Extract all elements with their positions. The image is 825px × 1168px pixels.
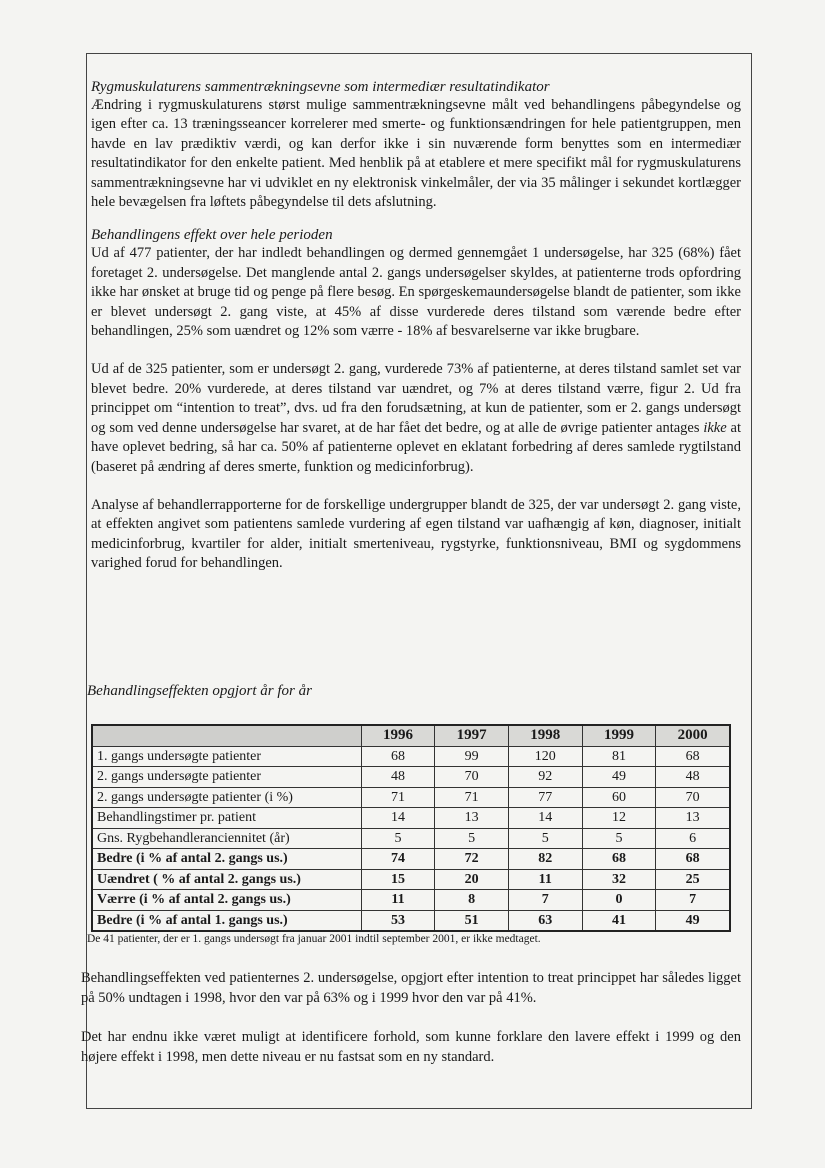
table-cell: 0 [582,890,656,911]
table-cell: 82 [508,849,582,870]
table-cell: 120 [508,746,582,767]
table-cell: 14 [508,808,582,829]
year-header: 1996 [361,725,435,746]
table-cell: 13 [656,808,730,829]
table-row [92,869,730,890]
row-label: Værre (i % af antal 2. gangs us.) [92,890,361,911]
table-cell: 63 [508,910,582,931]
table-row [92,767,730,788]
row-label: Behandlingstimer pr. patient [92,808,361,829]
table-cell: 51 [435,910,509,931]
table-cell: 32 [582,869,656,890]
table-cell: 25 [656,869,730,890]
table-cell: 14 [361,808,435,829]
year-header: 1997 [435,725,509,746]
table-row [92,849,730,870]
table-row [92,890,730,911]
table-cell: 7 [508,890,582,911]
section-title-muscle: Rygmuskulaturens sammentrækningsevne som intermediær resultatindikator [91,79,550,95]
table-cell: 41 [582,910,656,931]
section-text-muscle: Ændring i rygmuskulaturens størst mulige sammentrækningsevne målt ved behandlingens påbegyndelse og igen efter ca. 13 træningsseancer korrelerer med smerte- og funktionsændringen for hele patientgruppen, men havde en lav prædiktiv værdi, og kan derfor ikke i sin nuværende form benyttes som en intermediær resultatindikator for den enkelte patient. Med henblik på at etablere et mere specifikt mål for rygmuskulaturens sammentrækningsevne har vi udviklet en ny elektronisk vinkelmåler, der via 35 målinger i sekundet kortlægger hele bevægelsen fra løftets påbegyndelse til dets afslutning. [91,97,741,211]
closing-paragraph-1: Behandlingseffekten ved patienternes 2. undersøgelse, opgjort efter intention to treat princippet har således ligget på 50% undtagen i 1998, hvor den var på 63% og i 1999 hvor den var på 41%. [81,970,741,1006]
table-cell: 70 [435,767,509,788]
table-cell: 8 [435,890,509,911]
table-cell: 12 [582,808,656,829]
table-cell: 92 [508,767,582,788]
table-cell: 71 [361,787,435,808]
table-cell: 60 [582,787,656,808]
table-cell: 70 [656,787,730,808]
page-frame [81,53,752,1109]
table-row [92,910,730,931]
effect-paragraph-3: Analyse af behandlerrapporterne for de forskellige undergrupper blandt de 325, der var undersøgt 2. gang viste, at effekten angivet som patientens samlede vurdering af egen tilstand var uafhængig af køn, diagnoser, initialt medicinforbrug, kvartiler for alder, initialt smerteniveau, rygstyrke, funktionsniveau, BMI og sygdommens varighed forud for behandlingen. [91,496,741,572]
table-cell: 11 [508,869,582,890]
row-label: 1. gangs undersøgte patienter [92,746,361,767]
table-cell: 48 [361,767,435,788]
effect-paragraph-1: Ud af 477 patienter, der har indledt behandlingen og dermed gennemgået 1 undersøgelse, har 325 (68%) fået foretaget 2. undersøgelse. Det manglende antal 2. gangs undersøgelser skyldes, at patienterne trods opfordring ikke har ønsket at bruge tid og penge på flere besøg. En spørgeskemaundersøgelse blandt de patienter, som ikke er blevet undersøgt 2. gang viste, at 45% af disse vurderede deres tilstand som værende bedre efter behandlingen, 25% som uændret og 12% som værre - 18% af besvarelserne var ikke brugbare. [91,245,741,340]
year-header: 1999 [582,725,656,746]
table-cell: 5 [435,828,509,849]
effect-paragraph-2-a: Ud af de 325 patienter, som er undersøgt 2. gang, vurderede 73% af patienterne, at deres tilstand samlet set var blevet bedre. 20% vurderede, at deres tilstand var uændret, og 7% at deres tilstand værre, figur 2. Ud fra princippet om “intention to treat”, dvs. ud fra den forudsætning, at kun de patienter, som er 2. gangs undersøgt og som ved denne undersøgelse har svaret, at de har fået det bedre, og at alle de øvrige patienter antages [91,361,741,436]
year-header: 1998 [508,725,582,746]
table-cell: 20 [435,869,509,890]
table-corner-cell [92,725,361,746]
table-cell: 74 [361,849,435,870]
table-cell: 5 [582,828,656,849]
table-cell: 68 [582,849,656,870]
table-cell: 71 [435,787,509,808]
table-row [92,808,730,829]
year-header: 2000 [656,725,730,746]
table-row [92,828,730,849]
table-cell: 81 [582,746,656,767]
table-cell: 7 [656,890,730,911]
table-cell: 72 [435,849,509,870]
row-label: Bedre (i % af antal 1. gangs us.) [92,910,361,931]
yearly-effect-table [91,724,731,932]
row-label: 2. gangs undersøgte patienter (i %) [92,787,361,808]
table-cell: 53 [361,910,435,931]
row-label: 2. gangs undersøgte patienter [92,767,361,788]
page-content [81,62,741,1065]
row-label: Gns. Rygbehandleranciennitet (år) [92,828,361,849]
table-cell: 49 [582,767,656,788]
table-header-row [92,725,730,746]
row-label: Uændret ( % af antal 2. gangs us.) [92,869,361,890]
row-label: Bedre (i % af antal 2. gangs us.) [92,849,361,870]
effect-paragraph-2-emphasis: ikke [703,419,727,436]
table-row [92,787,730,808]
effect-paragraph-2-b: at have oplevet bedring, så har ca. 50% af patienterne oplevet en eklatant forbedring af deres samlede rygtilstand (baseret på ændring af deres smerte, funktion og medicinforbrug). [91,419,741,475]
table-cell: 49 [656,910,730,931]
effect-paragraph-2 [91,360,741,476]
table-cell: 68 [656,746,730,767]
table-cell: 15 [361,869,435,890]
table-cell: 68 [361,746,435,767]
table-cell: 5 [361,828,435,849]
table-row [92,746,730,767]
closing-paragraph-2: Det har endnu ikke været muligt at identificere forhold, som kunne forklare den lavere effekt i 1999 og den højere effekt i 1998, men dette niveau er nu fastsat som en ny standard. [81,1029,741,1065]
table-footnote: De 41 patienter, der er 1. gangs undersøgt fra januar 2001 indtil september 2001, er ikke medtaget. [87,933,541,945]
table-cell: 13 [435,808,509,829]
table-cell: 5 [508,828,582,849]
table-cell: 77 [508,787,582,808]
table-cell: 48 [656,767,730,788]
table-cell: 11 [361,890,435,911]
closing-section [81,968,741,1067]
section-title-yearly: Behandlingseffekten opgjort år for år [87,683,312,699]
table-cell: 68 [656,849,730,870]
table-cell: 99 [435,746,509,767]
table-cell: 6 [656,828,730,849]
section-title-effect: Behandlingens effekt over hele perioden [91,227,333,244]
